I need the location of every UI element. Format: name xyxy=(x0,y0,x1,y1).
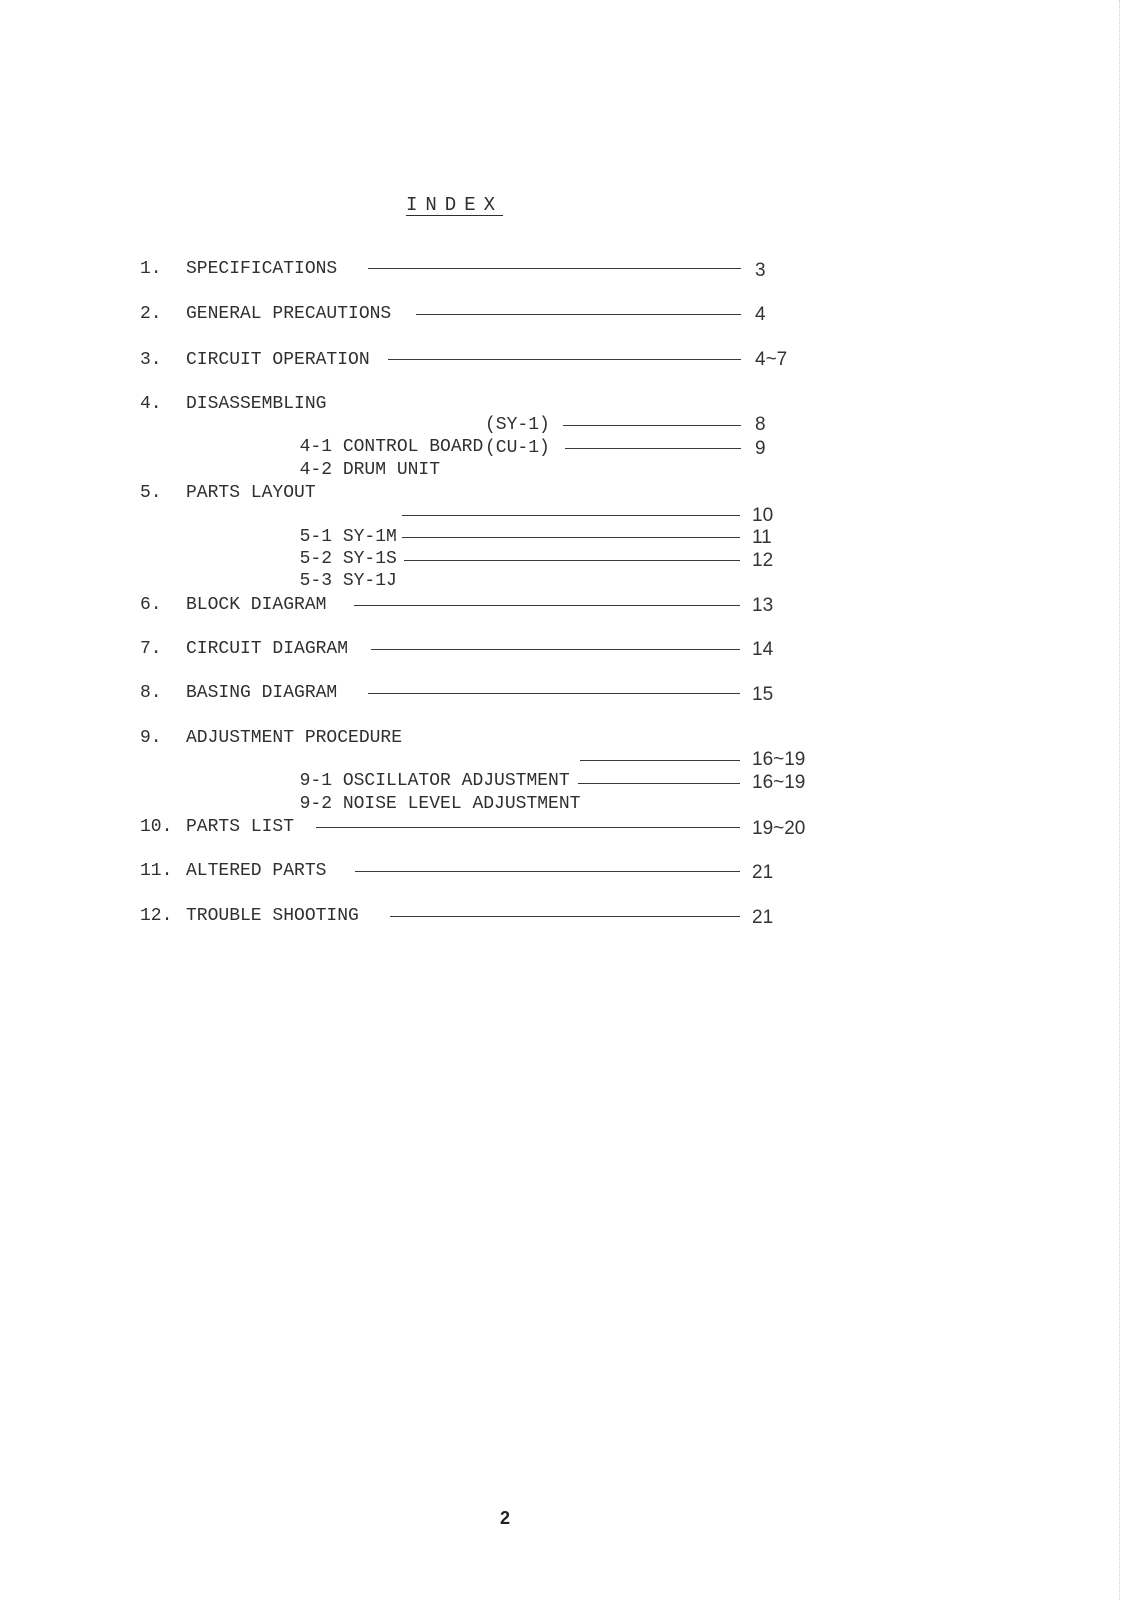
entry-number: 8. xyxy=(140,683,162,703)
entry-page: 16~19 xyxy=(752,749,806,770)
toc-subentry-sy-1m[interactable] xyxy=(278,504,397,547)
toc-subentry-noise-level-adjustment[interactable] xyxy=(278,771,581,814)
leader-line xyxy=(563,425,741,426)
leader-line xyxy=(355,871,740,872)
entry-page: 19~20 xyxy=(752,818,806,839)
entry-page: 14 xyxy=(752,639,774,660)
toc-subentry-oscillator-adjustment[interactable] xyxy=(278,748,570,791)
entry-page: 11 xyxy=(752,527,772,548)
subentry-model: (CU-1) xyxy=(485,438,550,458)
entry-page: 9 xyxy=(755,438,766,459)
entry-page: 10 xyxy=(752,505,774,526)
entry-label: PARTS LAYOUT xyxy=(186,483,316,503)
entry-number: 2. xyxy=(140,304,162,324)
leader-line xyxy=(368,693,740,694)
entry-page: 4 xyxy=(755,304,766,325)
entry-number: 1. xyxy=(140,259,162,279)
leader-line xyxy=(402,537,740,538)
entry-page: 8 xyxy=(755,414,766,435)
toc-subentry-sy-1j[interactable] xyxy=(278,548,397,591)
leader-line xyxy=(388,359,741,360)
entry-page: 16~19 xyxy=(752,772,806,793)
entry-label: PARTS LIST xyxy=(186,817,295,837)
subentry-label: 9-2 NOISE LEVEL ADJUSTMENT xyxy=(299,794,581,814)
subentry-label: 5-3 SY-1J xyxy=(299,571,397,591)
entry-label: ALTERED PARTS xyxy=(186,861,327,881)
entry-page: 4~7 xyxy=(755,349,788,370)
entry-label: CIRCUIT DIAGRAM xyxy=(186,639,349,659)
entry-page: 21 xyxy=(752,862,774,883)
entry-page: 21 xyxy=(752,907,774,928)
entry-number: 3. xyxy=(140,350,162,370)
entry-page: 3 xyxy=(755,260,766,281)
leader-line xyxy=(402,515,740,516)
leader-line xyxy=(404,560,740,561)
index-title: INDEX xyxy=(406,194,504,216)
entry-label: BASING DIAGRAM xyxy=(186,683,338,703)
entry-number: 12. xyxy=(140,906,173,926)
leader-line xyxy=(371,649,740,650)
entry-number: 9. xyxy=(140,728,162,748)
entry-label: DISASSEMBLING xyxy=(186,394,327,414)
entry-number: 7. xyxy=(140,639,162,659)
entry-page: 13 xyxy=(752,595,774,616)
subentry-label: 4-2 DRUM UNIT xyxy=(299,460,441,480)
subentry-model: (SY-1) xyxy=(485,415,550,435)
toc-entry-parts-layout[interactable] xyxy=(140,480,840,506)
subentry-label: 5-2 SY-1S xyxy=(299,549,397,569)
entry-number: 4. xyxy=(140,394,162,414)
leader-line xyxy=(580,760,740,761)
entry-label: TROUBLE SHOOTING xyxy=(186,906,359,926)
leader-line xyxy=(578,783,740,784)
toc-entry-specifications[interactable] xyxy=(140,256,840,282)
subentry-label: 4-1 CONTROL BOARD xyxy=(299,437,484,457)
page-edge xyxy=(1119,0,1120,1600)
toc-entry-circuit-operation[interactable] xyxy=(140,347,840,373)
entry-label: ADJUSTMENT PROCEDURE xyxy=(186,728,403,748)
entry-page: 12 xyxy=(752,550,774,571)
subentry-label: 5-1 SY-1M xyxy=(299,527,397,547)
entry-number: 6. xyxy=(140,595,162,615)
footer-page-number: 2 xyxy=(500,1508,511,1528)
toc-subentry-drum-unit[interactable] xyxy=(278,437,550,480)
leader-line xyxy=(368,268,741,269)
entry-number: 5. xyxy=(140,483,162,503)
entry-label: SPECIFICATIONS xyxy=(186,259,338,279)
entry-label: BLOCK DIAGRAM xyxy=(186,595,327,615)
leader-line xyxy=(390,916,740,917)
toc-subentry-sy-1s[interactable] xyxy=(278,526,397,569)
leader-line xyxy=(316,827,740,828)
entry-number: 11. xyxy=(140,861,173,881)
entry-label: CIRCUIT OPERATION xyxy=(186,350,370,370)
leader-line xyxy=(416,314,741,315)
entry-label: GENERAL PRECAUTIONS xyxy=(186,304,392,324)
entry-number: 10. xyxy=(140,817,173,837)
leader-line xyxy=(565,448,741,449)
leader-line xyxy=(354,605,740,606)
subentry-label: 9-1 OSCILLATOR ADJUSTMENT xyxy=(299,771,570,791)
entry-page: 15 xyxy=(752,684,774,705)
